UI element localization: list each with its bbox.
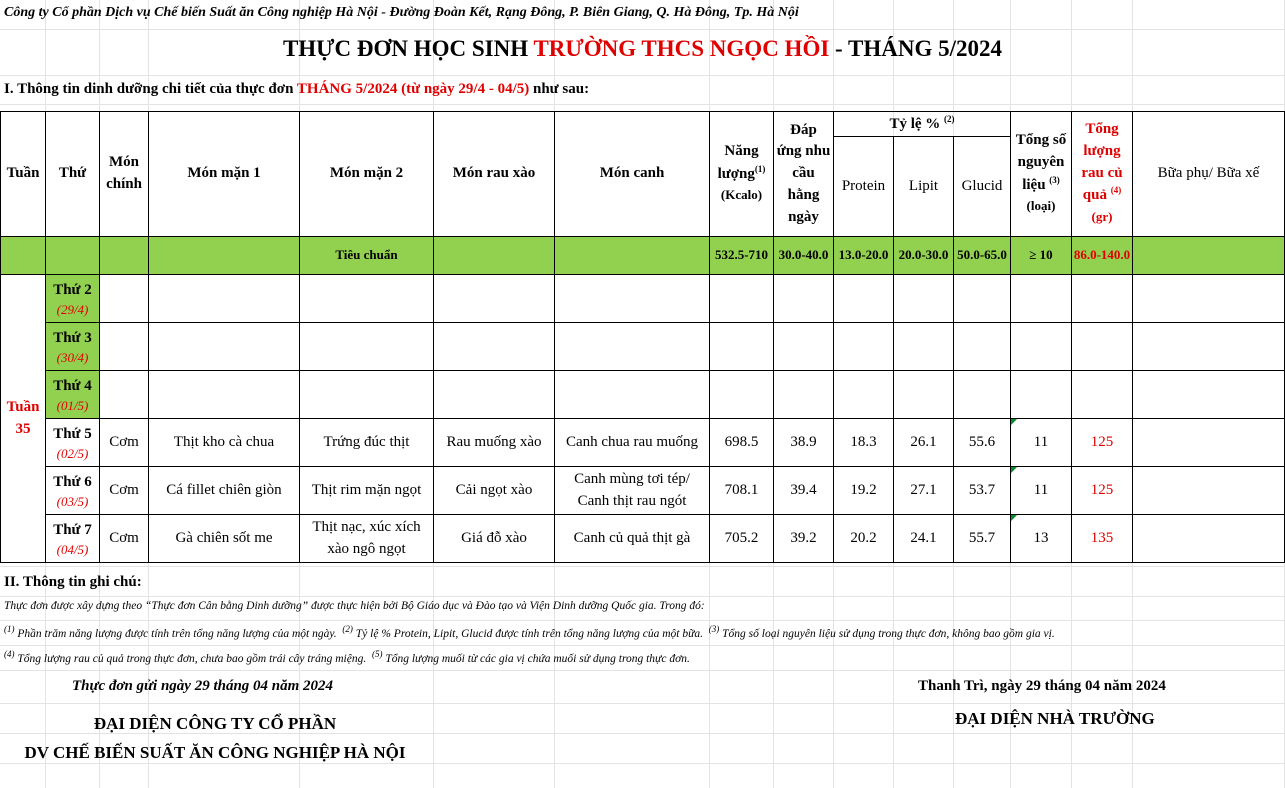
standard-label: Tiêu chuẩn (300, 237, 434, 275)
cell-veg: Cải ngọt xào (434, 467, 555, 515)
header-glucid: Glucid (954, 137, 1011, 237)
cell-savory1 (149, 275, 300, 323)
cell-savory1: Gà chiên sốt me (149, 515, 300, 563)
cell-lipid: 26.1 (894, 419, 954, 467)
cell-savory2 (300, 275, 434, 323)
cell-protein (834, 323, 894, 371)
vegtotal-label: Tổng lượng rau củ quả (1081, 121, 1123, 204)
cell-veg (434, 275, 555, 323)
menu-table (0, 111, 1285, 563)
day-row (1, 371, 1285, 419)
cell-energy: 698.5 (710, 419, 774, 467)
day-row (1, 275, 1285, 323)
day-cell (46, 371, 100, 419)
standard-glucid: 50.0-65.0 (954, 237, 1011, 275)
place-date: Thanh Trì, ngày 29 tháng 04 năm 2024 (918, 678, 1166, 694)
cell-protein: 19.2 (834, 467, 894, 515)
notes-line-2 (4, 649, 690, 665)
standard-demand: 30.0-40.0 (774, 237, 834, 275)
cell-energy: 708.1 (710, 467, 774, 515)
ingredients-label: Tổng số nguyên liệu (1015, 132, 1067, 193)
day-name: Thứ 3 (53, 329, 92, 346)
cell-savory1: Thịt kho cà chua (149, 419, 300, 467)
page-title (0, 36, 1285, 62)
cell-main: Cơm (100, 419, 149, 467)
day-name: Thứ 6 (53, 473, 92, 490)
header-stir-fried-veg: Món rau xào (434, 112, 555, 237)
standard-lipid: 20.0-30.0 (894, 237, 954, 275)
cell-protein (834, 275, 894, 323)
day-row (1, 467, 1285, 515)
cell-main (100, 323, 149, 371)
header-daily-demand: Đáp ứng nhu cầu hằng ngày (774, 112, 834, 237)
cell-protein: 18.3 (834, 419, 894, 467)
standard-energy: 532.5-710 (710, 237, 774, 275)
cell-glucid: 55.7 (954, 515, 1011, 563)
standard-row (1, 237, 1285, 275)
cell-energy (710, 371, 774, 419)
footnote-text: Tổng lượng muối từ các gia vị chứa muối sử dụng trong thực đơn. (382, 652, 690, 665)
day-cell (46, 515, 100, 563)
day-date: (03/5) (56, 493, 89, 509)
cell-savory2: Thịt nạc, xúc xích xào ngô ngọt (300, 515, 434, 563)
cell-veg (434, 323, 555, 371)
cell-energy (710, 275, 774, 323)
cell-demand: 39.2 (774, 515, 834, 563)
footnote-text: Tổng lượng rau củ quả trong thực đơn, chưa bao gồm trái cây tráng miệng. (14, 652, 372, 665)
energy-sup: (1) (754, 163, 766, 174)
cell-lipid (894, 323, 954, 371)
day-name: Thứ 4 (53, 377, 92, 394)
cell-protein: 20.2 (834, 515, 894, 563)
day-row (1, 323, 1285, 371)
cell-snack (1133, 515, 1285, 563)
cell-glucid (954, 323, 1011, 371)
header-ratio (834, 112, 1011, 137)
day-date: (30/4) (56, 349, 89, 365)
cell-snack (1133, 419, 1285, 467)
day-date: (04/5) (56, 541, 89, 557)
cell-demand (774, 275, 834, 323)
footnote-text: Phần trăm năng lượng được tính trên tổng năng lượng của một ngày. (14, 627, 343, 640)
header-lipid: Lipit (894, 137, 954, 237)
cell-vegtotal (1072, 323, 1133, 371)
cell-snack (1133, 467, 1285, 515)
cell-glucid (954, 371, 1011, 419)
cell-soup: Canh chua rau muống (555, 419, 710, 467)
cell-lipid (894, 275, 954, 323)
cell-savory2 (300, 371, 434, 419)
header-protein: Protein (834, 137, 894, 237)
cell-demand: 39.4 (774, 467, 834, 515)
sent-date: Thực đơn gửi ngày 29 tháng 04 năm 2024 (72, 678, 334, 694)
cell-veg: Giá đỗ xào (434, 515, 555, 563)
header-energy (710, 112, 774, 237)
title-part2: - THÁNG 5/2024 (829, 36, 1003, 61)
cell-savory2: Thịt rim mặn ngọt (300, 467, 434, 515)
cell-snack (1133, 275, 1285, 323)
footnote-text: Tổng số loại nguyên liệu sử dụng trong thực đơn, không bao gồm gia vị. (719, 627, 1055, 640)
header-week: Tuần (1, 112, 46, 237)
cell-savory2: Trứng đúc thịt (300, 419, 434, 467)
footnote-marker: (5) (371, 649, 383, 659)
cell-vegtotal (1072, 371, 1133, 419)
header-snack: Bữa phụ/ Bữa xế (1133, 112, 1285, 237)
section1-prefix: I. Thông tin dinh dưỡng chi tiết của thực đơn (4, 81, 297, 97)
vegtotal-unit: (gr) (1091, 209, 1113, 225)
standard-protein: 13.0-20.0 (834, 237, 894, 275)
cell-vegtotal: 125 (1072, 419, 1133, 467)
company-address: Công ty Cổ phần Dịch vụ Chế biến Suất ăn Công nghiệp Hà Nội - Đường Đoàn Kết, Rạng Đông, P. Biên Giang, Q. Hà Đông, Tp. Hà Nội (4, 5, 799, 20)
rep-company-line2: DV CHẾ BIẾN SUẤT ĂN CÔNG NGHIỆP HÀ NỘI (24, 743, 406, 762)
title-school: TRƯỜNG THCS NGỌC HỒI (533, 36, 830, 61)
day-date: (01/5) (56, 397, 89, 413)
header-savory-2: Món mặn 2 (300, 112, 434, 237)
day-cell (46, 323, 100, 371)
notes-line-1 (4, 624, 1055, 640)
cell-soup (555, 275, 710, 323)
cell-savory1 (149, 323, 300, 371)
day-row (1, 515, 1285, 563)
day-row (1, 419, 1285, 467)
cell-glucid: 53.7 (954, 467, 1011, 515)
day-cell (46, 467, 100, 515)
cell-soup (555, 323, 710, 371)
day-date: (02/5) (56, 445, 89, 461)
header-day: Thứ (46, 112, 100, 237)
footnote-marker: (1) (4, 624, 15, 634)
section1-heading (4, 81, 589, 98)
cell-protein (834, 371, 894, 419)
cell-vegtotal (1072, 275, 1133, 323)
cell-ingredients: 13 (1011, 515, 1072, 563)
cell-vegtotal: 125 (1072, 467, 1133, 515)
cell-ingredients (1011, 275, 1072, 323)
cell-soup (555, 371, 710, 419)
ratio-sup: (2) (944, 113, 955, 124)
day-name: Thứ 2 (53, 281, 92, 298)
header-main-dish: Món chính (100, 112, 149, 237)
ratio-label: Tỷ lệ % (889, 115, 941, 132)
cell-energy (710, 323, 774, 371)
cell-demand (774, 323, 834, 371)
title-part1: THỰC ĐƠN HỌC SINH (282, 36, 534, 61)
footnote-marker: (3) (708, 624, 720, 634)
energy-label: Năng lượng (717, 142, 759, 182)
footnote-marker: (4) (4, 649, 15, 659)
energy-unit: (Kcalo) (720, 187, 763, 203)
section1-highlight: THÁNG 5/2024 (từ ngày 29/4 - 04/5) (296, 81, 530, 97)
rep-company-line1: ĐẠI DIỆN CÔNG TY CỔ PHẦN (93, 714, 337, 733)
day-date: (29/4) (56, 301, 89, 317)
header-ingredients (1011, 112, 1072, 237)
header-soup: Món canh (555, 112, 710, 237)
cell-glucid: 55.6 (954, 419, 1011, 467)
footnote-marker: (2) (342, 624, 353, 634)
cell-lipid: 24.1 (894, 515, 954, 563)
cell-demand: 38.9 (774, 419, 834, 467)
standard-vegtotal: 86.0-140.0 (1072, 237, 1133, 275)
cell-veg: Rau muống xào (434, 419, 555, 467)
cell-lipid (894, 371, 954, 419)
standard-ingredients: ≥ 10 (1011, 237, 1072, 275)
week-cell: Tuần 35 (1, 275, 46, 563)
vegtotal-sup: (4) (1110, 185, 1122, 196)
day-name: Thứ 5 (53, 425, 92, 442)
cell-veg (434, 371, 555, 419)
cell-savory1 (149, 371, 300, 419)
cell-demand (774, 371, 834, 419)
cell-vegtotal: 135 (1072, 515, 1133, 563)
ingredients-unit: (loại) (1026, 198, 1056, 214)
header-veg-total (1072, 112, 1133, 237)
cell-main (100, 371, 149, 419)
cell-main: Cơm (100, 467, 149, 515)
cell-ingredients: 11 (1011, 467, 1072, 515)
cell-snack (1133, 371, 1285, 419)
cell-ingredients (1011, 323, 1072, 371)
cell-soup: Canh củ quả thịt gà (555, 515, 710, 563)
day-cell (46, 419, 100, 467)
day-cell (46, 275, 100, 323)
note-intro: Thực đơn được xây dựng theo “Thực đơn Cân bằng Dinh dưỡng” được thực hiện bởi Bộ Giáo dục và Đào tạo và Viện Dinh dưỡng Quốc gia. Trong đó: (4, 600, 705, 612)
cell-snack (1133, 323, 1285, 371)
header-savory-1: Món mặn 1 (149, 112, 300, 237)
section1-suffix: như sau: (529, 81, 590, 97)
cell-savory1: Cá fillet chiên giòn (149, 467, 300, 515)
company-representative (0, 709, 430, 767)
footnote-text: Tỷ lệ % Protein, Lipit, Glucid được tính trên tổng năng lượng của một bữa. (352, 627, 709, 640)
cell-lipid: 27.1 (894, 467, 954, 515)
section2-heading: II. Thông tin ghi chú: (4, 574, 142, 590)
ingredients-sup: (3) (1049, 174, 1060, 185)
cell-ingredients: 11 (1011, 419, 1072, 467)
cell-ingredients (1011, 371, 1072, 419)
cell-main: Cơm (100, 515, 149, 563)
cell-energy: 705.2 (710, 515, 774, 563)
day-name: Thứ 7 (53, 521, 92, 538)
cell-main (100, 275, 149, 323)
cell-savory2 (300, 323, 434, 371)
school-representative: ĐẠI DIỆN NHÀ TRƯỜNG (955, 709, 1155, 728)
cell-glucid (954, 275, 1011, 323)
cell-soup: Canh mùng tơi tép/ Canh thịt rau ngót (555, 467, 710, 515)
